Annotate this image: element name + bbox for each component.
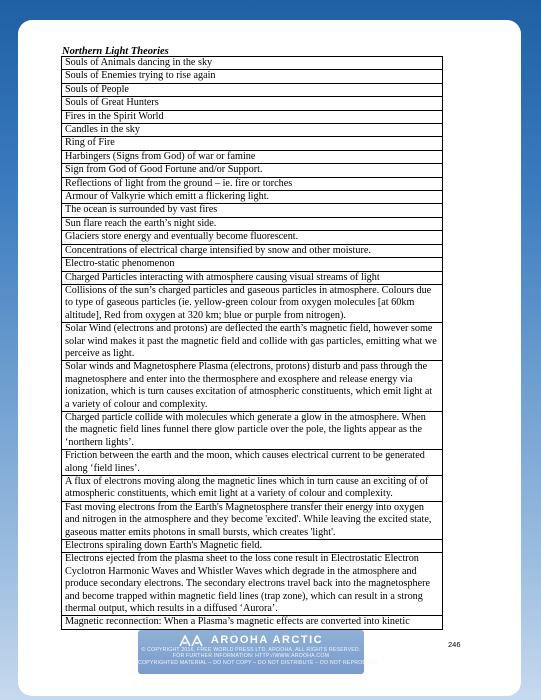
theory-cell: Fires in the Spirit World [62,110,443,123]
theory-cell: Armour of Valkyrie which emitt a flickering light. [62,191,443,204]
theory-cell: Souls of People [62,83,443,96]
table-row [62,258,443,271]
theory-cell: Charged Particles interacting with atmosphere causing visual streams of light [62,271,443,284]
table-row [62,450,443,476]
table-row [62,191,443,204]
table-row [62,501,443,539]
table-row [62,284,443,322]
table-row [62,244,443,257]
theory-cell: Candles in the sky [62,124,443,137]
table-row [62,553,443,616]
theories-table [61,56,443,630]
footer-banner [138,630,378,674]
footer-info: FOR FURTHER INFORMATION: HTTP://WWW.AROOHA.COM [172,653,330,660]
table-row [62,361,443,412]
table-row [62,616,443,629]
footer-brand-row [138,633,364,647]
theory-cell: Souls of Enemies trying to rise again [62,70,443,83]
theory-cell: Reflections of light from the ground – ie. fire or torches [62,177,443,190]
arooha-logo-icon [179,634,205,646]
table-row [62,411,443,449]
theory-cell: Solar Wind (electrons and protons) are deflected the earth’s magnetic field, however some solar wind makes it past the magnetic field and collide with gas particles, emitting what we perceive as light. [62,323,443,361]
table-row [62,70,443,83]
table-row [62,124,443,137]
footer-copyright: © COPYRIGHT 2016, FREE WORLD PRESS LTD, AROOHA. ALL RIGHTS RESERVED. [141,647,361,653]
table-row [62,137,443,150]
theories-table-body [62,57,443,630]
theory-cell: Fast moving electrons from the Earth's Magnetosphere transfer their energy into oxygen and nitrogen in the atmosphere and they become 'excited'. While leaving the excited state, gaseous matter emits photons in small bursts, which creates 'light'. [62,501,443,539]
table-row [62,231,443,244]
table-row [62,83,443,96]
table-row [62,540,443,553]
table-row [62,271,443,284]
theory-cell: Electro-static phenomenon [62,258,443,271]
footer-notice: COPYRIGHTED MATERIAL – DO NOT COPY – DO NOT DISTRIBUTE – DO NOT REPRODUCE [138,659,378,666]
theory-cell: The ocean is surrounded by vast fires [62,204,443,217]
theory-cell: Ring of Fire [62,137,443,150]
theory-cell: Electrons spiraling down Earth's Magnetic field. [62,540,443,553]
theory-cell: Sun flare reach the earth’s night side. [62,217,443,230]
table-row [62,204,443,217]
footer-brand: AROOHA ARCTIC [210,634,324,646]
table-row [62,150,443,163]
theory-cell: Solar winds and Magnetosphere Plasma (electrons, protons) disturb and pass through the magnetosphere and enter into the thermosphere and exosphere and release energy via ionization, which is turn causes excitation of atmospheric constituents, which emit light at a variety of colour and complexity. [62,361,443,412]
page-number: 246 [448,640,461,649]
section-title: Northern Light Theories [62,46,169,57]
theory-cell: Electrons ejected from the plasma sheet to the loss cone result in Electrostatic Electron Cyclotron Harmonic Waves and Whistler Waves which degrade in the atmosphere and produce secondary electrons. The secondary electrons travel back into the magnetosphere and become trapped within magnetic field lines (trap zone), which can result in a strong thermal output, which results in a diffused ‘Aurora’. [62,553,443,616]
table-row [62,164,443,177]
table-row [62,97,443,110]
theory-cell: Concentrations of electrical charge intensified by snow and other moisture. [62,244,443,257]
table-row [62,476,443,502]
table-row [62,110,443,123]
table-row [62,323,443,361]
theory-cell: Magnetic reconnection: When a Plasma’s magnetic effects are converted into kinetic [62,616,443,629]
theory-cell: Glaciers store energy and eventually become fluorescent. [62,231,443,244]
table-row [62,217,443,230]
theory-cell: Harbingers (Signs from God) of war or famine [62,150,443,163]
theory-cell: Sign from God of Good Fortune and/or Support. [62,164,443,177]
table-row [62,177,443,190]
theory-cell: Charged particle collide with molecules which generate a glow in the atmosphere. When the magnetic field lines funnel there glow particle over the pole, the lights appear as the ‘northern lights’. [62,411,443,449]
theory-cell: Souls of Animals dancing in the sky [62,57,443,70]
table-row [62,57,443,70]
theory-cell: Souls of Great Hunters [62,97,443,110]
theory-cell: Friction between the earth and the moon, which causes electrical current to be generated along ‘field lines’. [62,450,443,476]
theory-cell: Collisions of the sun’s charged particles and gaseous particles in atmosphere. Colours due to type of gaseous particles (ie. yellow-green colour from oxygen molecules [at 60km altitude], Red from oxygen at 320 km; blue or purple from nitrogen). [62,284,443,322]
theory-cell: A flux of electrons moving along the magnetic lines which in turn cause an exciting of of atmospheric constituents, which emit light at a variety of colour and complexity. [62,476,443,502]
